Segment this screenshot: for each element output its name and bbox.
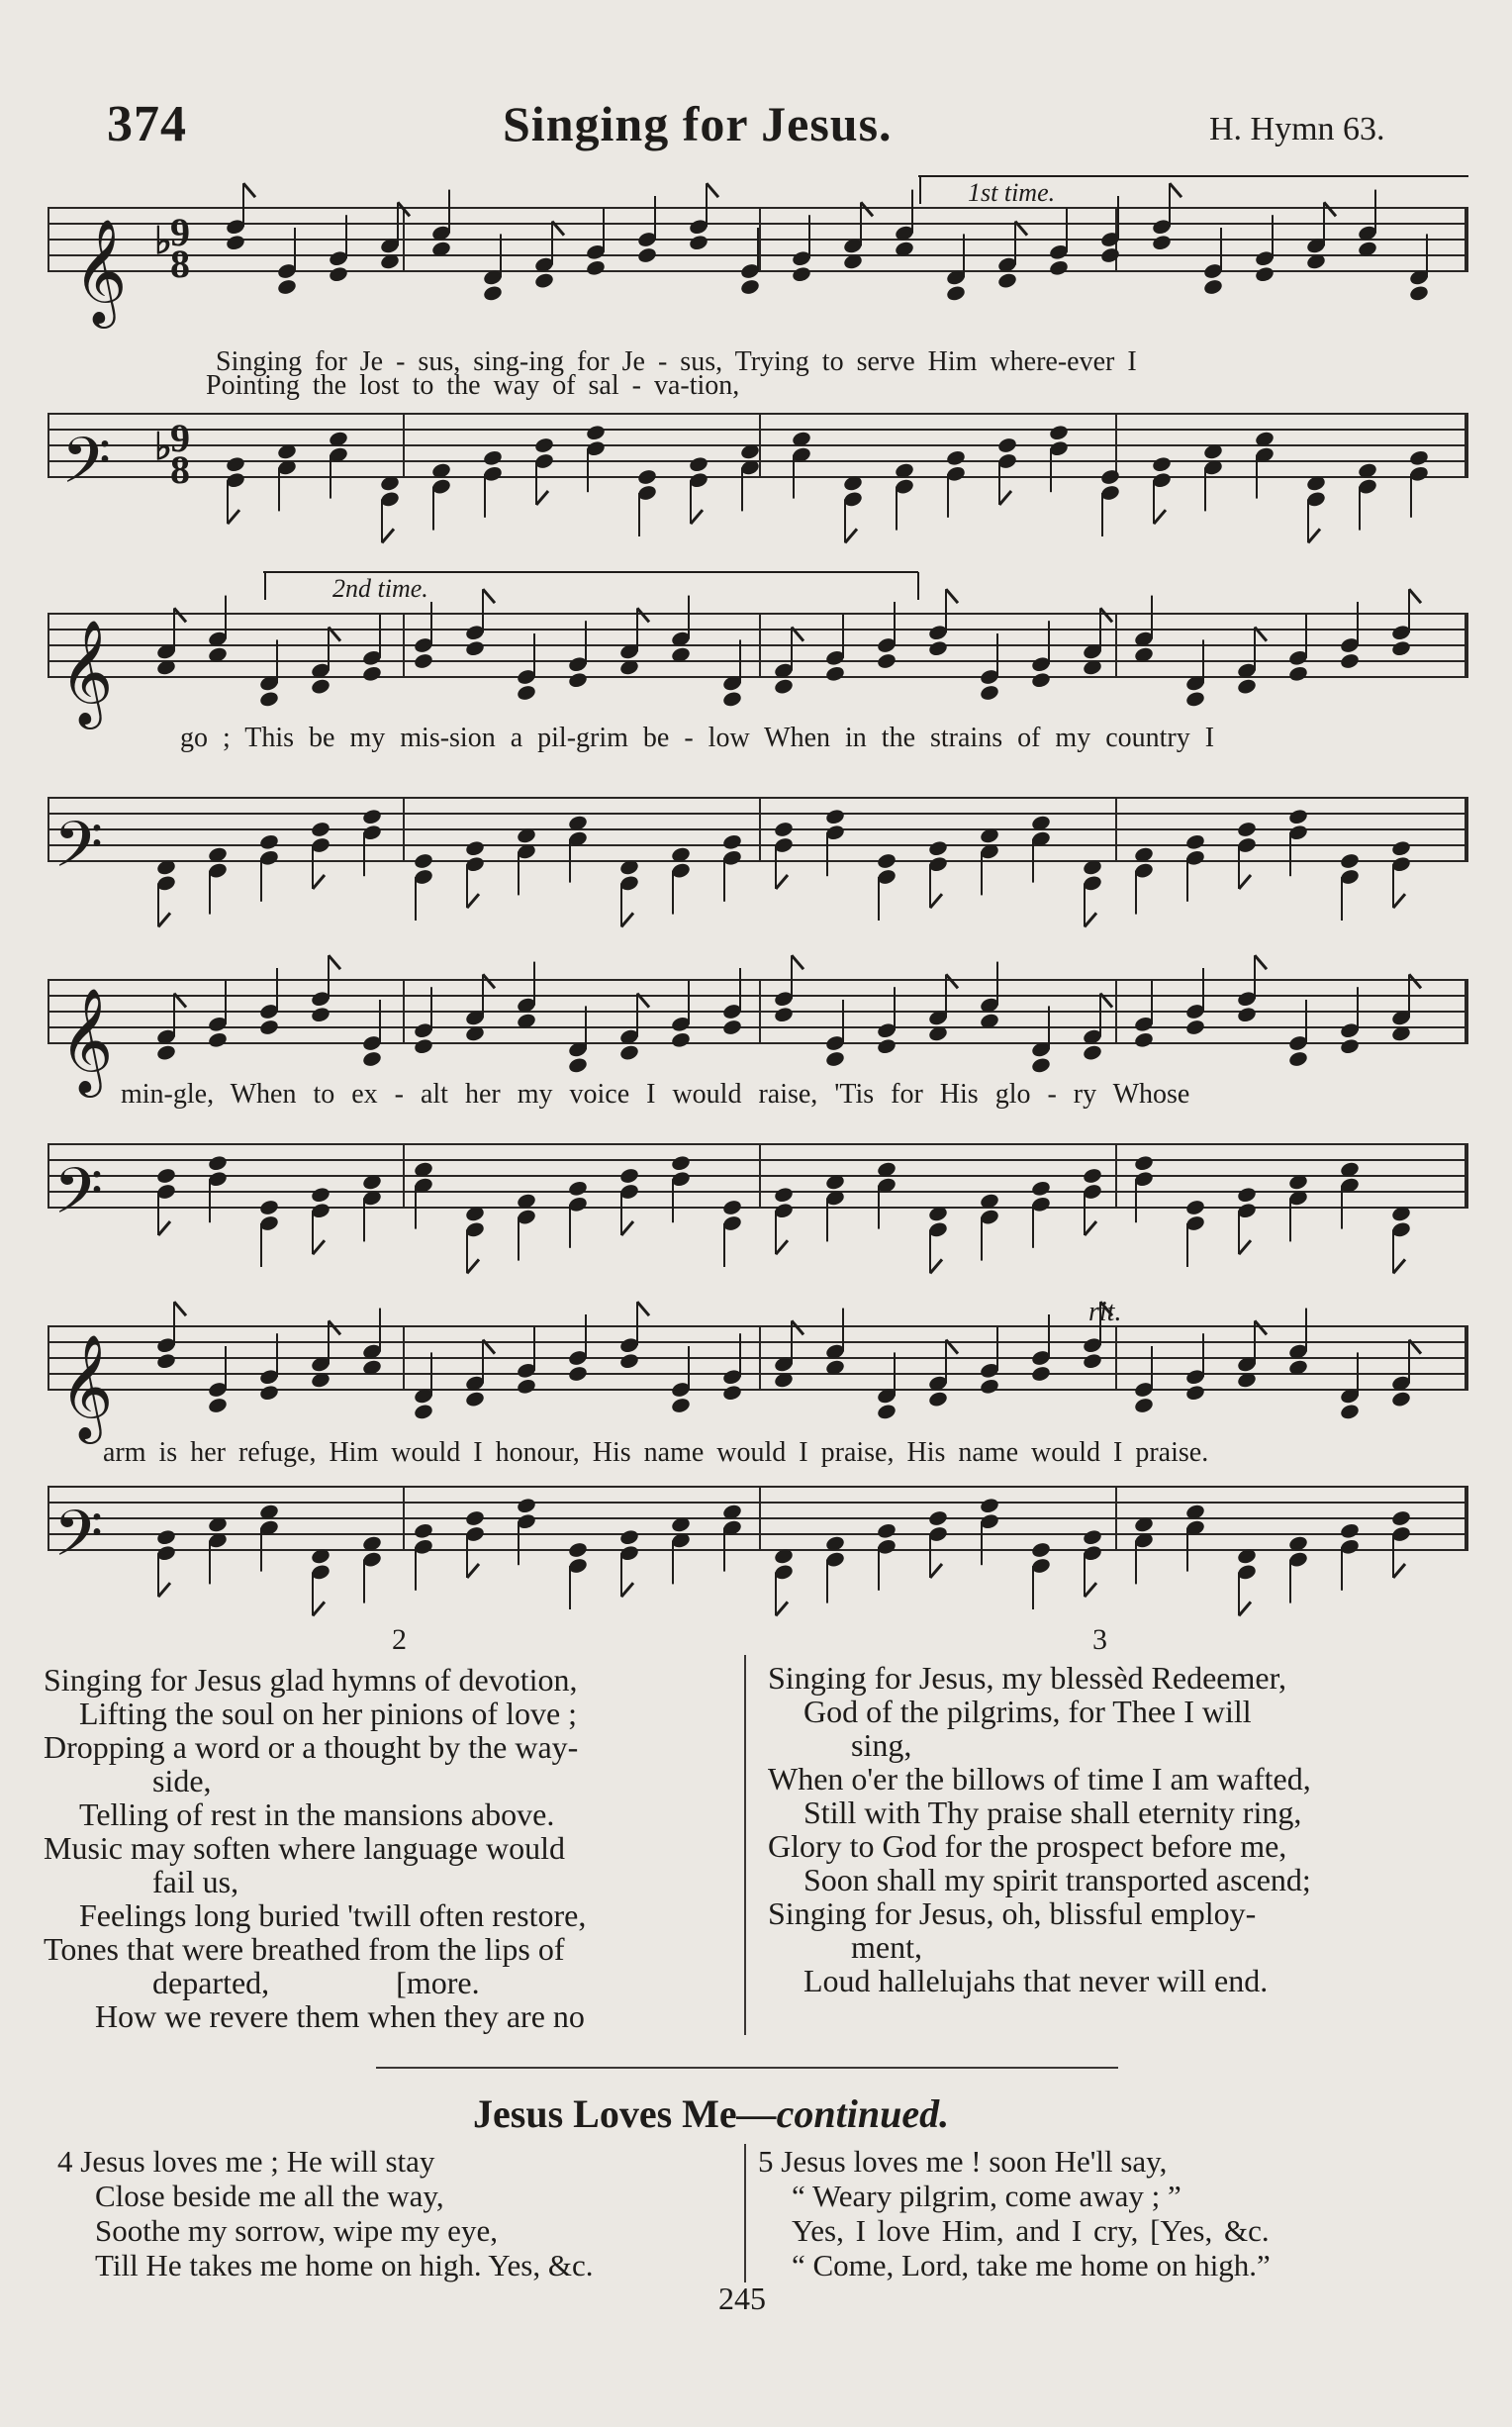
note-flag <box>1085 1583 1096 1597</box>
note-flag <box>637 608 649 622</box>
verse-line: Still with Thy praise shall eternity ring, <box>803 1795 1302 1830</box>
treble-clef-icon: 𝄞 <box>59 1333 114 1439</box>
verse-line: Dropping a word or a thought by the way- <box>44 1729 579 1765</box>
note-head <box>276 278 297 296</box>
note-head <box>464 1390 485 1408</box>
note-head <box>1339 1522 1360 1540</box>
note-head <box>1254 265 1275 283</box>
column-divider <box>744 1655 746 2035</box>
note-head <box>567 1056 588 1074</box>
note-head <box>824 1050 845 1068</box>
note-head <box>979 684 999 702</box>
bass-clef-icon: 𝄢 <box>53 1155 104 1244</box>
note-head <box>688 234 709 251</box>
note-flag <box>845 529 857 542</box>
note-head <box>1133 1397 1154 1414</box>
note-head <box>1184 833 1205 851</box>
note-flag <box>329 1320 340 1334</box>
note-head <box>516 1497 536 1514</box>
bass-staff <box>47 1144 1468 1273</box>
note-head <box>945 449 966 467</box>
note-flag <box>1100 608 1112 622</box>
note-head <box>413 1522 433 1540</box>
verse-line: Tones that were breathed from the lips of <box>44 1931 565 1967</box>
note-head <box>361 665 382 683</box>
note-head <box>773 821 794 838</box>
verse-line: Yes, I love Him, and I cry, [Yes, &c. <box>792 2213 1270 2248</box>
note-head <box>876 1522 897 1540</box>
note-head <box>791 265 811 283</box>
treble-staff <box>47 955 1468 1074</box>
verse-2 <box>44 1663 726 2033</box>
note-flag <box>1085 913 1096 926</box>
note-head <box>585 259 606 277</box>
note-head <box>482 449 503 467</box>
hymn-number: 374 <box>107 96 187 152</box>
note-head <box>773 1006 794 1023</box>
note-head <box>1082 1528 1102 1546</box>
verse-line: 5 Jesus loves me ! soon He'll say, <box>758 2144 1168 2179</box>
note-head <box>567 1541 588 1559</box>
note-head <box>670 1397 691 1414</box>
note-head <box>1236 821 1257 838</box>
verse-line: Feelings long buried 'twill often restore, <box>79 1897 587 1933</box>
note-head <box>310 821 331 838</box>
note-head <box>258 690 279 708</box>
note-head <box>618 1352 639 1370</box>
verse-line: Soon shall my spirit transported ascend; <box>803 1862 1311 1897</box>
note-head <box>1390 1509 1411 1527</box>
verse-line: Music may soften where language would <box>44 1830 565 1866</box>
note-head <box>1339 1403 1360 1420</box>
note-flag <box>637 1302 649 1315</box>
verse-line: “ Weary pilgrim, come away ; ” <box>792 2179 1181 2213</box>
note-flag <box>999 491 1011 505</box>
note-head <box>1030 1365 1051 1383</box>
note-flag <box>1324 202 1336 216</box>
note-flag <box>621 1583 633 1597</box>
svg-text:8: 8 <box>170 447 190 492</box>
note-flag <box>467 1259 479 1273</box>
note-flag <box>1239 1602 1251 1615</box>
verse-line: side, <box>152 1763 212 1798</box>
note-flag <box>707 183 718 197</box>
treble-staff <box>47 183 1468 302</box>
note-flag <box>621 913 633 926</box>
note-head <box>721 833 742 851</box>
verse-line: departed, [more. <box>152 1965 480 2000</box>
note-head <box>773 1186 794 1204</box>
note-head <box>876 852 897 870</box>
note-head <box>636 468 657 486</box>
note-head <box>258 1199 279 1216</box>
note-head <box>636 246 657 264</box>
note-head <box>618 1528 639 1546</box>
note-head <box>1099 246 1120 264</box>
verse-line: sing, <box>851 1727 912 1763</box>
note-head <box>1048 424 1069 441</box>
treble-staff <box>47 589 1468 708</box>
note-head <box>1202 278 1223 296</box>
note-head <box>1184 1019 1205 1036</box>
note-head <box>1082 1167 1102 1185</box>
bass-clef-icon: 𝄢 <box>53 809 104 898</box>
music-system-4 <box>47 1297 1468 1633</box>
note-head <box>1408 449 1429 467</box>
note-head <box>721 1199 742 1216</box>
continued-title-suffix: —continued. <box>736 2091 950 2136</box>
note-head <box>258 1384 279 1402</box>
note-head <box>1236 1186 1257 1204</box>
note-head <box>1390 839 1411 857</box>
note-head <box>670 1031 691 1049</box>
note-head <box>1030 1541 1051 1559</box>
note-flag <box>467 894 479 908</box>
note-head <box>618 1167 639 1185</box>
note-head <box>482 284 503 302</box>
note-head <box>310 1006 331 1023</box>
note-flag <box>1255 1320 1267 1334</box>
continued-title-text: Jesus Loves Me <box>473 2091 737 2136</box>
music-system-3 <box>47 940 1468 1297</box>
note-flag <box>1255 955 1267 969</box>
note-head <box>533 271 554 289</box>
note-head <box>1151 455 1172 473</box>
treble-staff <box>47 1302 1468 1420</box>
note-head <box>773 677 794 695</box>
key-signature-flat-icon: ♭ <box>154 221 172 262</box>
note-flag <box>930 894 942 908</box>
note-flag <box>1239 1240 1251 1254</box>
note-head <box>1030 671 1051 689</box>
verse-line: Glory to God for the prospect before me, <box>768 1828 1287 1864</box>
verse-line: Lifting the soul on her pinions of love ; <box>79 1696 578 1731</box>
column-divider <box>744 2144 746 2282</box>
note-head <box>1287 1050 1308 1068</box>
note-flag <box>1409 589 1421 603</box>
lyric-line: Pointing the lost to the way of sal - va-tion, <box>206 370 740 401</box>
note-flag <box>792 1320 803 1334</box>
continued-title <box>473 2090 949 2137</box>
note-head <box>310 1186 331 1204</box>
note-flag <box>228 510 239 524</box>
note-flag <box>1308 529 1320 542</box>
note-head <box>721 690 742 708</box>
note-head <box>1184 1384 1205 1402</box>
note-head <box>876 1037 897 1055</box>
lyric-line: Singing for Je - sus, sing-ing for Je - sus, Trying to serve Him where-ever I <box>216 346 1137 377</box>
note-flag <box>1085 1221 1096 1235</box>
note-flag <box>313 875 325 889</box>
music-system-1 <box>47 168 1468 564</box>
bass-staff <box>47 414 1468 542</box>
note-flag <box>1409 974 1421 988</box>
note-flag <box>621 1221 633 1235</box>
note-head <box>1133 1154 1154 1172</box>
note-flag <box>243 183 255 197</box>
note-head <box>979 1497 999 1514</box>
svg-text:9: 9 <box>170 416 190 460</box>
tune-reference: H. Hymn 63. <box>1209 111 1385 147</box>
verse-line: God of the pilgrims, for Thee I will <box>803 1694 1252 1729</box>
staff-notation <box>47 940 1468 1297</box>
treble-clef-icon: 𝄞 <box>59 619 114 725</box>
note-head <box>1236 1006 1257 1023</box>
svg-text:9: 9 <box>170 210 190 254</box>
note-head <box>996 437 1017 454</box>
note-head <box>739 278 760 296</box>
note-flag <box>776 1602 788 1615</box>
note-head <box>516 1378 536 1396</box>
note-head <box>1287 665 1308 683</box>
bass-clef-icon: 𝄢 <box>61 425 112 514</box>
second-time-marker: 2nd time. <box>332 574 428 603</box>
note-flag <box>1239 875 1251 889</box>
note-head <box>824 665 845 683</box>
note-flag <box>329 955 340 969</box>
note-flag <box>776 875 788 889</box>
bass-clef-icon: 𝄢 <box>53 1498 104 1587</box>
note-flag <box>313 1240 325 1254</box>
note-flag <box>313 1602 325 1615</box>
note-head <box>413 1037 433 1055</box>
note-head <box>979 1378 999 1396</box>
page-number: 245 <box>718 2281 766 2316</box>
note-head <box>721 1384 742 1402</box>
note-head <box>996 271 1017 289</box>
note-head <box>1030 1180 1051 1198</box>
note-head <box>464 639 485 657</box>
note-head <box>328 265 348 283</box>
verse-line: When o'er the billows of time I am wafted, <box>768 1761 1311 1796</box>
note-head <box>155 1528 176 1546</box>
note-head <box>1099 468 1120 486</box>
note-head <box>927 639 948 657</box>
note-head <box>927 839 948 857</box>
note-flag <box>776 1240 788 1254</box>
note-head <box>464 1509 485 1527</box>
treble-clef-icon: 𝄞 <box>73 218 128 324</box>
note-flag <box>1393 1259 1405 1273</box>
note-flag <box>1393 894 1405 908</box>
note-head <box>258 1019 279 1036</box>
note-head <box>464 839 485 857</box>
note-head <box>1030 1056 1051 1074</box>
note-flag <box>483 974 495 988</box>
note-head <box>207 1031 228 1049</box>
music-system-2 <box>47 564 1468 940</box>
note-flag <box>158 1583 170 1597</box>
note-head <box>1133 1031 1154 1049</box>
continued-verse-5 <box>758 2144 1451 2282</box>
note-head <box>1082 1043 1102 1061</box>
note-head <box>361 808 382 825</box>
note-flag <box>691 510 703 524</box>
note-head <box>413 1403 433 1420</box>
note-head <box>567 1180 588 1198</box>
note-flag <box>174 1302 186 1315</box>
bass-staff <box>47 1487 1468 1615</box>
verse-3 <box>768 1661 1461 1997</box>
verse-number: 3 <box>1092 1623 1107 1656</box>
note-head <box>1236 677 1257 695</box>
verse-number: 2 <box>392 1623 407 1656</box>
note-head <box>945 284 966 302</box>
hymn-title: Singing for Jesus. <box>503 96 893 151</box>
first-time-marker: 1st time. <box>968 178 1056 207</box>
bass-staff <box>47 798 1468 926</box>
note-head <box>1339 1037 1360 1055</box>
verse-line: Till He takes me home on high. Yes, &c. <box>95 2248 594 2282</box>
verse-line: fail us, <box>152 1864 239 1899</box>
note-flag <box>861 202 873 216</box>
note-flag <box>467 1564 479 1578</box>
note-head <box>155 1167 176 1185</box>
note-head <box>310 677 331 695</box>
note-head <box>1151 234 1172 251</box>
note-flag <box>158 1221 170 1235</box>
note-head <box>258 833 279 851</box>
note-head <box>361 1050 382 1068</box>
note-head <box>670 1154 691 1172</box>
note-head <box>413 652 433 670</box>
note-flag <box>536 491 548 505</box>
verse-line: How we revere them when they are no <box>95 1998 585 2034</box>
verse-line: “ Come, Lord, take me home on high.” <box>792 2248 1271 2282</box>
note-head <box>1184 690 1205 708</box>
note-head <box>1048 259 1069 277</box>
note-head <box>1339 652 1360 670</box>
verse-line: Singing for Jesus, my blessèd Redeemer, <box>768 1660 1286 1696</box>
verse-line: 4 Jesus loves me ; He will stay <box>57 2144 435 2179</box>
verse-line: Singing for Jesus, oh, blissful employ- <box>768 1895 1257 1931</box>
note-head <box>413 852 433 870</box>
section-divider <box>376 2067 1118 2069</box>
note-head <box>1287 808 1308 825</box>
note-flag <box>946 589 958 603</box>
svg-text:8: 8 <box>170 242 190 286</box>
verse-line: Soothe my sorrow, wipe my eye, <box>95 2213 498 2248</box>
note-head <box>155 1043 176 1061</box>
note-head <box>533 437 554 454</box>
note-head <box>876 652 897 670</box>
note-head <box>1390 639 1411 657</box>
note-flag <box>158 913 170 926</box>
note-flag <box>930 1259 942 1273</box>
verse-line: Singing for Jesus glad hymns of devotion, <box>44 1662 578 1698</box>
note-head <box>567 1365 588 1383</box>
note-flag <box>1154 510 1166 524</box>
verse-line: ment, <box>851 1929 922 1965</box>
note-flag <box>174 608 186 622</box>
svg-text:♭: ♭ <box>154 427 172 468</box>
note-head <box>225 234 245 251</box>
rit-marker: rit. <box>1088 1297 1122 1327</box>
note-head <box>824 808 845 825</box>
note-head <box>1390 1390 1411 1408</box>
note-flag <box>792 955 803 969</box>
note-flag <box>1170 183 1181 197</box>
note-flag <box>382 529 394 542</box>
note-head <box>1184 1199 1205 1216</box>
note-head <box>721 1019 742 1036</box>
verse-line: Telling of rest in the mansions above. <box>79 1796 555 1832</box>
treble-clef-icon: 𝄞 <box>59 987 114 1093</box>
verse-line: Loud hallelujahs that never will end. <box>803 1963 1269 1998</box>
note-head <box>225 455 245 473</box>
note-head <box>876 1403 897 1420</box>
continued-verse-4 <box>57 2144 740 2282</box>
note-head <box>927 1509 948 1527</box>
note-head <box>618 1043 639 1061</box>
note-flag <box>930 1564 942 1578</box>
note-head <box>1082 1352 1102 1370</box>
note-head <box>1339 852 1360 870</box>
lyric-line: arm is her refuge, Him would I honour, His name would I praise, His name would I praise. <box>103 1437 1209 1468</box>
note-head <box>567 671 588 689</box>
note-head <box>155 1352 176 1370</box>
note-head <box>688 455 709 473</box>
note-head <box>516 684 536 702</box>
note-head <box>585 424 606 441</box>
note-head <box>207 1397 228 1414</box>
lyric-line: min-gle, When to ex - alt her my voice I would raise, 'Tis for His glo - ry Whose <box>121 1079 1190 1110</box>
note-flag <box>946 974 958 988</box>
lyric-line: go ; This be my mis-sion a pil-grim be - low When in the strains of my country I <box>180 723 1215 753</box>
note-head <box>207 1154 228 1172</box>
note-flag <box>1393 1564 1405 1578</box>
note-head <box>1408 284 1429 302</box>
verse-line: Close beside me all the way, <box>95 2179 444 2213</box>
note-head <box>927 1390 948 1408</box>
note-flag <box>483 589 495 603</box>
